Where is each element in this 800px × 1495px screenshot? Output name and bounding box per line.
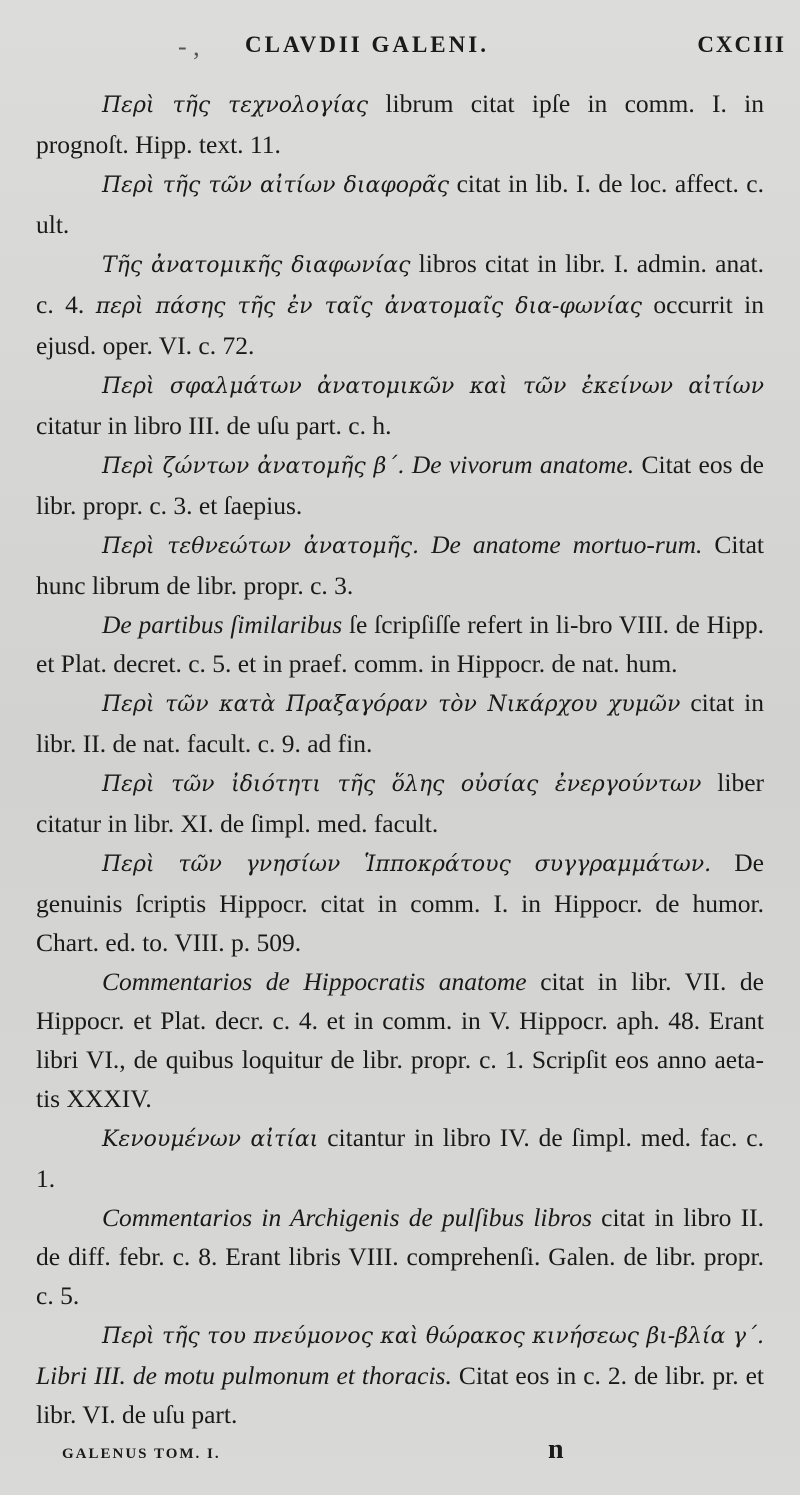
bibliography-entry bbox=[36, 683, 764, 763]
bibliography-entry bbox=[36, 445, 764, 525]
bibliography-entry bbox=[36, 843, 764, 962]
page-footer bbox=[0, 1434, 800, 1478]
latin-title: De vivorum anatome. bbox=[411, 450, 635, 479]
running-title: CLAVDII GALENI. bbox=[245, 32, 489, 57]
page-number: CXCIII bbox=[697, 32, 786, 57]
bibliography-entry bbox=[36, 164, 764, 244]
entry-text: citat in lib. I. de loc. affect. c. ult. bbox=[36, 169, 764, 239]
text-body bbox=[36, 84, 764, 1434]
greek-title: Περὶ τῆς τεχνολογίας bbox=[102, 93, 369, 118]
bibliography-entry bbox=[36, 525, 764, 605]
greek-title: Περὶ σφαλμάτων ἀνατομικῶν καὶ τῶν ἐκείνων αἰτίων bbox=[102, 374, 764, 399]
bibliography-entry bbox=[36, 1118, 764, 1198]
entry-text: De genuinis ſcriptis Hippocr. citat in comm. I. in Hippocr. de humor. Chart. ed. to. VIII. p. 509. bbox=[36, 848, 764, 957]
bibliography-entry bbox=[36, 365, 764, 445]
bibliography-entry bbox=[36, 605, 764, 683]
entry-text: Citat hunc librum de libr. propr. c. 3. bbox=[36, 530, 764, 600]
entry-text: citantur in libro IV. de ſimpl. med. fac. c. 1. bbox=[36, 1123, 764, 1193]
bibliography-entry bbox=[36, 962, 764, 1118]
bibliography-entry bbox=[36, 244, 764, 365]
latin-title: De anatome mortuo-rum. bbox=[431, 530, 703, 559]
greek-title: Περὶ ζώντων ἀνατομῆς β΄. bbox=[102, 454, 405, 479]
entry-text: citat in libr. II. de nat. facult. c. 9. ad fin. bbox=[36, 688, 764, 758]
greek-title: Περὶ τῶν γνησίων Ἱπποκράτους συγγραμμάτων. bbox=[102, 852, 712, 877]
entry-text: occurrit in ejusd. oper. VI. c. 72. bbox=[36, 290, 765, 360]
greek-title: περὶ πάσης τῆς ἐν ταῖς ἀνατομαῖς δια-φωνίας bbox=[95, 294, 642, 319]
bibliography-entry bbox=[36, 84, 764, 164]
bibliography-entry bbox=[36, 1198, 764, 1315]
greek-title: Περὶ τῶν ἰδιότητι τῆς ὅλης οὐσίας ἐνεργούντων bbox=[102, 772, 702, 797]
entry-text: Citat eos de libr. propr. c. 3. et ſaepius. bbox=[36, 450, 764, 520]
greek-title: Περὶ τῆς του πνεύμονος καὶ θώρακος κινήσεως βι-βλία γ΄. bbox=[102, 1324, 764, 1349]
signature-line: GALENUS TOM. I. bbox=[62, 1446, 221, 1462]
greek-title: Περὶ τῶν κατὰ Πραξαγόραν τὸν Νικάρχου χυμῶν bbox=[102, 692, 681, 717]
entry-text: liber citatur in libr. XI. de ſimpl. med. facult. bbox=[36, 768, 765, 838]
latin-title: Libri III. de motu pulmonum et thoracis. bbox=[36, 1361, 452, 1390]
entry-text: librum citat ipſe in comm. I. in prognoſt. Hipp. text. 11. bbox=[36, 89, 764, 159]
entry-text bbox=[419, 530, 431, 559]
signature-mark: n bbox=[548, 1434, 564, 1465]
latin-title: Commentarios in Archigenis de pulſibus libros bbox=[102, 1203, 592, 1232]
greek-title: Κενουμένων αἰτίαι bbox=[102, 1127, 319, 1152]
running-header bbox=[0, 26, 800, 66]
bibliography-entry bbox=[36, 1315, 764, 1434]
entry-text: ſe ſcripſiſſe refert in li-bro VIII. de Hipp. et Plat. decret. c. 5. et in praef. comm. in Hippocr. de nat. hum. bbox=[36, 610, 764, 678]
header-mark: - , bbox=[178, 32, 200, 61]
latin-title: De partibus ſimilaribus bbox=[102, 610, 343, 639]
entry-text: libros citat in libr. I. admin. anat. c. 4. bbox=[36, 249, 764, 319]
entry-text: citatur in libro III. de uſu part. c. h. bbox=[36, 411, 392, 440]
greek-title: Περὶ τεθνεώτων ἀνατομῆς. bbox=[102, 534, 420, 559]
entry-text: citat in libr. VII. de Hippocr. et Plat. decr. c. 4. et in comm. in V. Hippocr. aph. 48. Erant libri VI., de quibus loquitur de libr. propr. c. 1. Scripſit eos anno aeta-tis XXXIV. bbox=[36, 967, 764, 1113]
bibliography-entry bbox=[36, 763, 764, 843]
entry-text: Citat eos in c. 2. de libr. pr. et libr. VI. de uſu part. bbox=[36, 1361, 764, 1429]
latin-title: Commentarios de Hippocratis anatome bbox=[102, 967, 527, 996]
greek-title: Περὶ τῆς τῶν αἰτίων διαφορᾶς bbox=[102, 173, 450, 198]
entry-text: citat in libro II. de diff. febr. c. 8. Erant libris VIII. comprehenſi. Galen. de libr. propr. c. 5. bbox=[36, 1203, 764, 1310]
entry-text bbox=[404, 450, 411, 479]
greek-title: Τῆς ἀνατομικῆς διαφωνίας bbox=[102, 253, 411, 278]
